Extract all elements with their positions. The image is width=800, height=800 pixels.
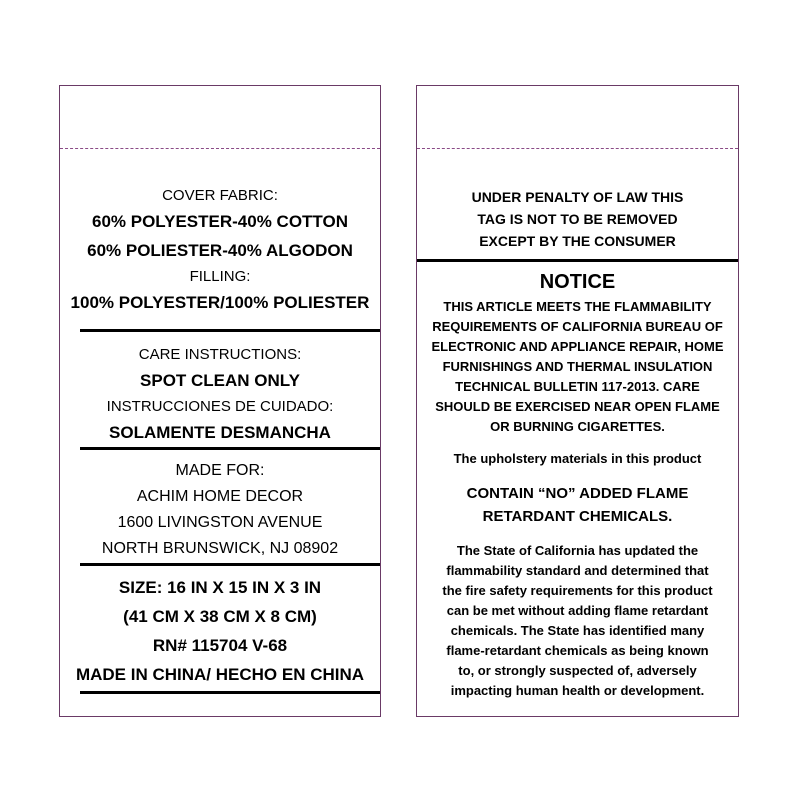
warning-line: UNDER PENALTY OF LAW THIS	[471, 189, 684, 205]
content-label-tag	[59, 85, 381, 717]
law-label-tag	[416, 85, 739, 717]
state-line: flammability standard and determined that	[446, 563, 709, 578]
state-statement	[417, 541, 738, 701]
upholstery-line: The upholstery materials in this product	[453, 451, 702, 466]
state-line: can be met without adding flame retardant	[446, 603, 709, 618]
specs-section	[60, 573, 380, 689]
section-divider	[80, 329, 380, 332]
section-divider	[80, 691, 380, 694]
fold-line	[417, 148, 738, 149]
notice-line: TECHNICAL BULLETIN 117-2013. CARE	[455, 379, 700, 394]
notice-line: FURNISHINGS AND THERMAL INSULATION	[442, 359, 713, 374]
removal-warning	[417, 186, 738, 252]
state-line: to, or strongly suspected of, adversely	[458, 663, 697, 678]
size-inches: SIZE: 16 IN X 15 IN X 3 IN	[118, 578, 322, 597]
contain-line: RETARDANT CHEMICALS.	[482, 508, 673, 525]
notice-line: OR BURNING CIGARETTES.	[490, 419, 665, 434]
made-for-label: MADE FOR:	[175, 462, 265, 479]
notice-line: REQUIREMENTS OF CALIFORNIA BUREAU OF	[432, 319, 723, 334]
state-line: the fire safety requirements for this product	[442, 583, 713, 598]
section-divider	[417, 259, 738, 262]
contain-line: CONTAIN “NO” ADDED FLAME	[466, 485, 689, 502]
care-label-english: CARE INSTRUCTIONS:	[138, 346, 302, 363]
state-line: flame-retardant chemicals as being known	[446, 643, 709, 658]
care-value-spanish: SOLAMENTE DESMANCHA	[109, 423, 331, 442]
notice-line: ELECTRONIC AND APPLIANCE REPAIR, HOME	[431, 339, 724, 354]
state-line: impacting human health or development.	[450, 683, 705, 698]
filling-label: FILLING:	[189, 268, 251, 285]
city-address: NORTH BRUNSWICK, NJ 08902	[101, 540, 339, 557]
cover-fabric-english: 60% POLYESTER-40% COTTON	[91, 212, 349, 231]
section-divider	[80, 563, 380, 566]
notice-line: THIS ARTICLE MEETS THE FLAMMABILITY	[443, 299, 712, 314]
care-section	[60, 343, 380, 447]
notice-line: SHOULD BE EXERCISED NEAR OPEN FLAME	[435, 399, 720, 414]
maker-section	[60, 458, 380, 562]
upholstery-statement	[417, 449, 738, 469]
composition-section	[60, 184, 380, 317]
company-name: ACHIM HOME DECOR	[136, 488, 304, 505]
care-value-english: SPOT CLEAN ONLY	[140, 371, 300, 390]
state-line: The State of California has updated the	[456, 543, 699, 558]
street-address: 1600 LIVINGSTON AVENUE	[117, 514, 323, 531]
size-centimeters: (41 CM X 38 CM X 8 CM)	[123, 607, 317, 626]
flame-retardant-statement	[417, 482, 738, 528]
warning-line: TAG IS NOT TO BE REMOVED	[477, 211, 678, 227]
cover-fabric-label: COVER FABRIC:	[162, 187, 278, 204]
country-of-origin: MADE IN CHINA/ HECHO EN CHINA	[75, 665, 365, 684]
filling-value: 100% POLYESTER/100% POLIESTER	[70, 293, 370, 312]
notice-title: NOTICE	[539, 271, 616, 293]
section-divider	[80, 447, 380, 450]
fold-line	[60, 148, 380, 149]
state-line: chemicals. The State has identified many	[450, 623, 705, 638]
cover-fabric-spanish: 60% POLIESTER-40% ALGODON	[87, 241, 353, 260]
care-label-spanish: INSTRUCCIONES DE CUIDADO:	[106, 398, 334, 415]
rn-number: RN# 115704 V-68	[152, 636, 288, 655]
notice-section	[417, 267, 738, 437]
warning-line: EXCEPT BY THE CONSUMER	[479, 233, 676, 249]
